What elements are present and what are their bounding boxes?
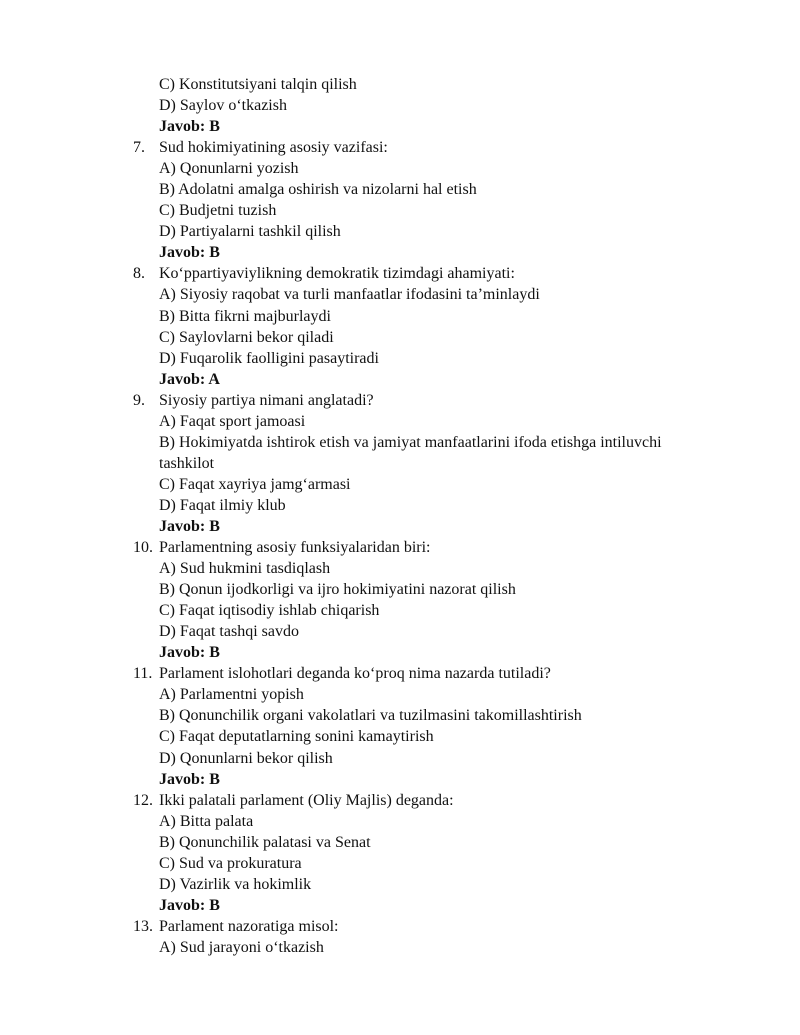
question-text: Ko‘ppartiyaviylikning demokratik tizimdagi ahamiyati: — [159, 265, 515, 283]
question-text: Sud hokimiyatining asosiy vazifasi: — [159, 139, 388, 157]
q10-answer: Javob: B — [159, 644, 220, 662]
q12-option-b: B) Qonunchilik palatasi va Senat — [159, 833, 371, 851]
q10-option-d: D) Faqat tashqi savdo — [159, 623, 299, 641]
q11-answer: Javob: B — [159, 770, 220, 788]
q8-option-d: D) Fuqarolik faolligini pasaytiradi — [159, 349, 379, 367]
question-13 — [0, 916, 800, 937]
q12-option-d: D) Vazirlik va hokimlik — [159, 875, 312, 893]
q11-option-b: B) Qonunchilik organi vakolatlari va tuzilmasini takomillashtirish — [159, 707, 582, 725]
q9-option-a: A) Faqat sport jamoasi — [159, 412, 306, 430]
q10-option-b: B) Qonun ijodkorligi va ijro hokimiyatini nazorat qilish — [159, 581, 516, 599]
q12-answer: Javob: B — [159, 896, 220, 914]
q9-option-b-continued: tashkilot — [159, 454, 215, 472]
q7-answer: Javob: B — [159, 244, 220, 262]
q11-option-a: A) Parlamentni yopish — [159, 686, 304, 704]
q10-option-c: C) Faqat iqtisodiy ishlab chiqarish — [159, 602, 380, 620]
q11-option-d: D) Qonunlarni bekor qilish — [159, 749, 333, 767]
question-8 — [0, 263, 800, 284]
question-number: 10. — [133, 539, 153, 557]
question-7 — [0, 137, 800, 158]
q9-option-b: B) Hokimiyatda ishtirok etish va jamiyat manfaatlarini ifoda etishga intiluvchi — [159, 433, 662, 451]
question-text: Ikki palatali parlament (Oliy Majlis) deganda: — [159, 791, 454, 809]
question-number: 11. — [133, 665, 153, 683]
question-text: Parlamentning asosiy funksiyalaridan biri: — [159, 539, 431, 557]
q12-option-c: C) Sud va prokuratura — [159, 854, 302, 872]
q6-option-c: C) Konstitutsiyani talqin qilish — [159, 76, 357, 93]
question-10 — [0, 537, 800, 558]
q6-answer: Javob: B — [159, 118, 220, 136]
question-number: 8. — [133, 265, 145, 283]
question-9 — [0, 390, 800, 411]
q12-option-a: A) Bitta palata — [159, 812, 254, 830]
q8-option-a: A) Siyosiy raqobat va turli manfaatlar ifodasini ta’minlaydi — [159, 286, 540, 304]
question-number: 7. — [133, 139, 145, 157]
q7-option-a: A) Qonunlarni yozish — [159, 160, 299, 178]
q11-option-c: C) Faqat deputatlarning sonini kamaytirish — [159, 728, 434, 746]
q7-option-c: C) Budjetni tuzish — [159, 202, 277, 220]
question-text: Parlament nazoratiga misol: — [159, 917, 339, 935]
q9-option-d: D) Faqat ilmiy klub — [159, 496, 286, 514]
question-12 — [0, 790, 800, 811]
document-page — [0, 74, 800, 958]
question-number: 12. — [133, 791, 153, 809]
q8-option-b: B) Bitta fikrni majburlaydi — [159, 307, 331, 325]
q13-option-a: A) Sud jarayoni o‘tkazish — [159, 938, 324, 956]
q10-option-a: A) Sud hukmini tasdiqlash — [159, 560, 331, 578]
q8-answer: Javob: A — [159, 370, 220, 388]
question-number: 13. — [133, 917, 153, 935]
q8-option-c: C) Saylovlarni bekor qiladi — [159, 328, 334, 346]
question-text: Siyosiy partiya nimani anglatadi? — [159, 391, 374, 409]
question-11 — [0, 663, 800, 684]
question-text: Parlament islohotlari deganda ko‘proq nima nazarda tutiladi? — [159, 665, 551, 683]
q6-option-d: D) Saylov o‘tkazish — [159, 97, 287, 115]
question-number: 9. — [133, 391, 145, 409]
q9-answer: Javob: B — [159, 517, 220, 535]
q9-option-c: C) Faqat xayriya jamg‘armasi — [159, 475, 351, 493]
q7-option-b: B) Adolatni amalga oshirish va nizolarni hal etish — [159, 181, 477, 199]
q7-option-d: D) Partiyalarni tashkil qilish — [159, 223, 341, 241]
